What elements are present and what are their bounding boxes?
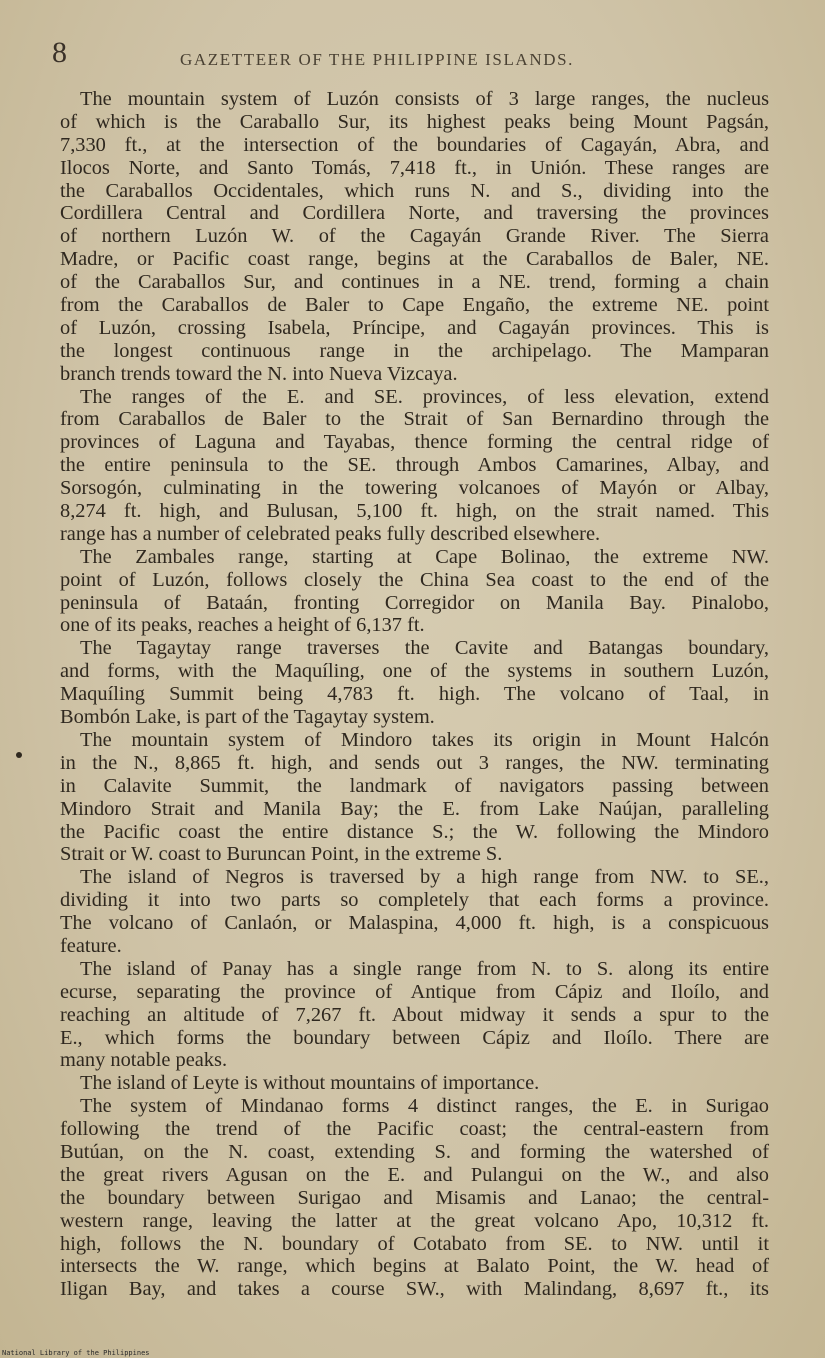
text-line: The island of Negros is traversed by a high range from NW. to SE., <box>80 866 769 889</box>
text-line: provinces of Laguna and Tayabas, thence forming the central ridge of <box>60 431 769 454</box>
text-line: the longest continuous range in the archipelago. The Mamparan <box>60 339 769 362</box>
text-line: Madre, or Pacific coast range, begins at the Caraballos de Baler, NE. <box>60 248 769 271</box>
text-line: feature. <box>60 934 122 957</box>
text-line: the great rivers Agusan on the E. and Pulangui on the W., and also <box>60 1163 769 1186</box>
text-line: The mountain system of Luzón consists of 3 large ranges, the nucleus <box>80 88 769 110</box>
text-line: range has a number of celebrated peaks fully described elsewhere. <box>60 522 601 545</box>
text-line: Bombón Lake, is part of the Tagaytay system. <box>60 706 435 729</box>
text-line: ecurse, separating the province of Antique from Cápiz and Iloílo, and <box>60 980 769 1003</box>
text-line: point of Luzón, follows closely the China Sea coast to the end of the <box>60 568 769 591</box>
text-line: intersects the W. range, which begins at Balato Point, the W. head of <box>60 1255 769 1278</box>
text-line: Iligan Bay, and takes a course SW., with Malindang, 8,697 ft., its <box>60 1278 769 1301</box>
text-line: Cordillera Central and Cordillera Norte, and traversing the provinces <box>60 202 769 225</box>
text-line: The ranges of the E. and SE. provinces, of less elevation, extend <box>80 385 769 408</box>
text-line: Mindoro Strait and Manila Bay; the E. from Lake Naújan, paralleling <box>60 797 769 820</box>
text-line: one of its peaks, reaches a height of 6,137 ft. <box>60 614 425 637</box>
text-line: The island of Leyte is without mountains of importance. <box>80 1072 540 1095</box>
text-line: The Tagaytay range traverses the Cavite and Batangas boundary, <box>80 637 769 660</box>
text-line: branch trends toward the N. into Nueva Vizcaya. <box>60 362 458 385</box>
text-line: from the Caraballos de Baler to Cape Engaño, the extreme NE. point <box>60 294 769 317</box>
text-line: dividing it into two parts so completely that each forms a province. <box>60 889 769 912</box>
text-line: from Caraballos de Baler to the Strait of San Bernardino through the <box>60 408 769 431</box>
text-line: The volcano of Canlaón, or Malaspina, 4,000 ft. high, is a conspicuous <box>60 912 769 935</box>
page-number: 8 <box>52 36 67 69</box>
text-line: 7,330 ft., at the intersection of the boundaries of Cagayán, Abra, and <box>60 133 769 156</box>
body-text <box>60 88 769 1301</box>
text-line: following the trend of the Pacific coast; the central-eastern from <box>60 1118 769 1141</box>
text-line: the Caraballos Occidentales, which runs N. and S., dividing into the <box>60 179 769 202</box>
text-line: high, follows the N. boundary of Cotabato from SE. to NW. until it <box>60 1232 769 1255</box>
text-line: reaching an altitude of 7,267 ft. About midway it sends a spur to the <box>60 1003 769 1026</box>
text-line: of the Caraballos Sur, and continues in a NE. trend, forming a chain <box>60 271 769 294</box>
text-line: The system of Mindanao forms 4 distinct ranges, the E. in Surigao <box>80 1095 769 1118</box>
text-line: the boundary between Surigao and Misamis and Lanao; the central- <box>60 1186 769 1209</box>
text-line: The Zambales range, starting at Cape Bolinao, the extreme NW. <box>80 545 769 568</box>
text-line: 8,274 ft. high, and Bulusan, 5,100 ft. high, on the strait named. This <box>60 500 769 523</box>
text-line: the entire peninsula to the SE. through Ambos Camarines, Albay, and <box>60 454 769 477</box>
text-line: of northern Luzón W. of the Cagayán Grande River. The Sierra <box>60 225 769 248</box>
library-credit: National Library of the Philippines <box>2 1349 150 1357</box>
text-line: Sorsogón, culminating in the towering volcanoes of Mayón or Albay, <box>60 477 769 500</box>
text-line: Ilocos Norte, and Santo Tomás, 7,418 ft., in Unión. These ranges are <box>60 156 769 179</box>
text-line: of which is the Caraballo Sur, its highest peaks being Mount Pagsán, <box>60 110 769 133</box>
margin-ink-dot <box>16 752 22 758</box>
text-line: of Luzón, crossing Isabela, Príncipe, and Cagayán provinces. This is <box>60 316 769 339</box>
text-line: western range, leaving the latter at the great volcano Apo, 10,312 ft. <box>60 1209 769 1232</box>
text-line: Strait or W. coast to Buruncan Point, in the extreme S. <box>60 843 503 866</box>
text-line: The mountain system of Mindoro takes its origin in Mount Halcón <box>80 728 769 751</box>
text-line: the Pacific coast the entire distance S.; the W. following the Mindoro <box>60 820 769 843</box>
text-line: in Calavite Summit, the landmark of navigators passing between <box>60 774 769 797</box>
text-line: Maquíling Summit being 4,783 ft. high. The volcano of Taal, in <box>60 683 769 706</box>
text-line: in the N., 8,865 ft. high, and sends out 3 ranges, the NW. terminating <box>60 751 769 774</box>
text-line: Butúan, on the N. coast, extending S. and forming the watershed of <box>60 1140 769 1163</box>
text-line: many notable peaks. <box>60 1049 228 1072</box>
text-line: peninsula of Bataán, fronting Corregidor on Manila Bay. Pinalobo, <box>60 591 769 614</box>
text-line: E., which forms the boundary between Cápiz and Iloílo. There are <box>60 1026 769 1049</box>
running-head: GAZETTEER OF THE PHILIPPINE ISLANDS. <box>180 50 574 69</box>
page-header <box>52 36 773 76</box>
text-line: The island of Panay has a single range from N. to S. along its entire <box>80 957 769 980</box>
text-line: and forms, with the Maquíling, one of the systems in southern Luzón, <box>60 660 769 683</box>
